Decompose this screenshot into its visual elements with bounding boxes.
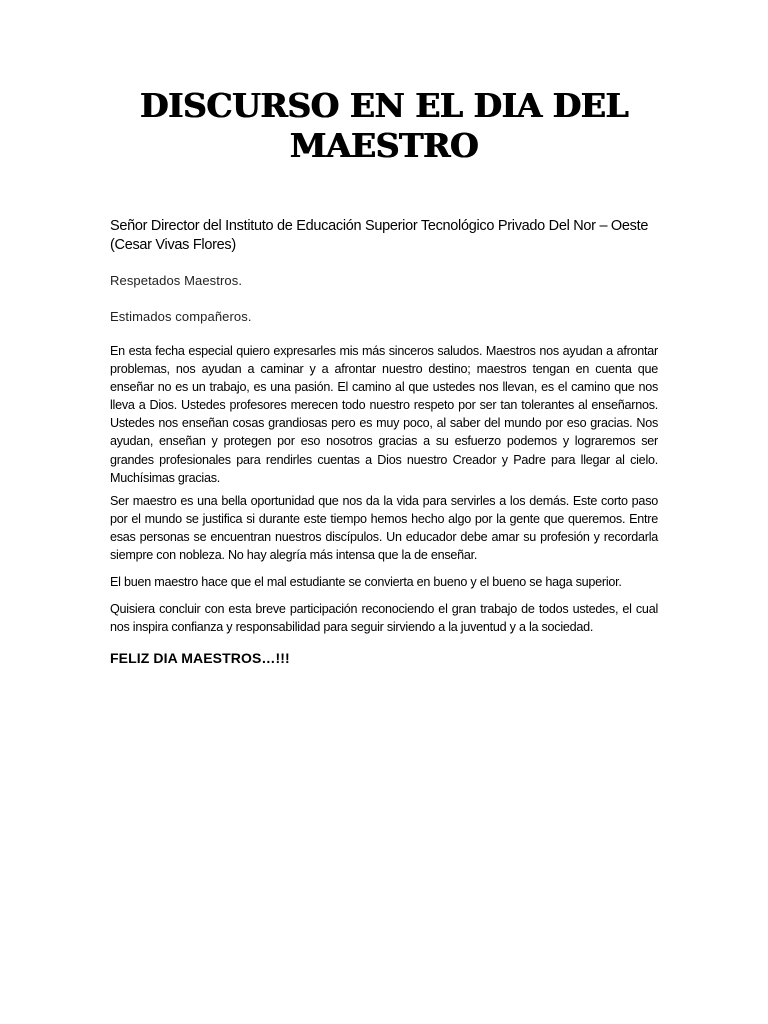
paragraph-1: En esta fecha especial quiero expresarles mis más sinceros saludos. Maestros nos ayudan a afrontar problemas, nos ayudan a caminar y a afrontar nuestro destino; maestros tengan en cuenta que enseñar no es un trabajo, es una pasión. El camino al que ustedes nos llevan, es el camino que nos lleva a Dios. Ustedes profesores merecen todo nuestro respeto por ser tan tolerantes al enseñarnos. Ustedes nos enseñan cosas grandiosas pero es muy poco, al saber del mundo por eso gracias. Nos ayudan, enseñan y protegen por eso nosotros gracias a su esfuerzo podemos y lograremos ser grandes profesionales para rendirles cuentas a Dios nuestro Creador y Padre para llegar al cielo. Muchísimas gracias. bbox=[110, 344, 658, 485]
greeting-maestros: Respetados Maestros. bbox=[110, 273, 243, 288]
closing-line: FELIZ DIA MAESTROS…!!! bbox=[110, 650, 290, 666]
salutation-main: Señor Director del Instituto de Educación Superior Tecnológico Privado Del Nor – Oeste (Cesar Vivas Flores) bbox=[110, 218, 649, 253]
paragraph-4: Quisiera concluir con esta breve participación reconociendo el gran trabajo de todos ustedes, el cual nos inspira confianza y responsabilidad para seguir sirviendo a la juventud y a la sociedad. bbox=[110, 602, 658, 635]
title-line-2: MAESTRO bbox=[289, 126, 479, 165]
paragraph-2: Ser maestro es una bella oportunidad que nos da la vida para servirles a los demás. Este corto paso por el mundo se justifica si durante este tiempo hemos hecho algo por la gente que queremos. Entre esas personas se encuentran nuestros discípulos. Un educador debe amar su profesión y recordarla siempre con nobleza. No hay alegría más intensa que la de enseñar. bbox=[110, 494, 658, 563]
greeting-companeros: Estimados compañeros. bbox=[110, 309, 252, 324]
title-line-1: DISCURSO EN EL DIA DEL bbox=[139, 86, 629, 125]
paragraph-3: El buen maestro hace que el mal estudiante se convierta en bueno y el bueno se haga superior. bbox=[110, 575, 622, 589]
document-title bbox=[110, 86, 658, 166]
